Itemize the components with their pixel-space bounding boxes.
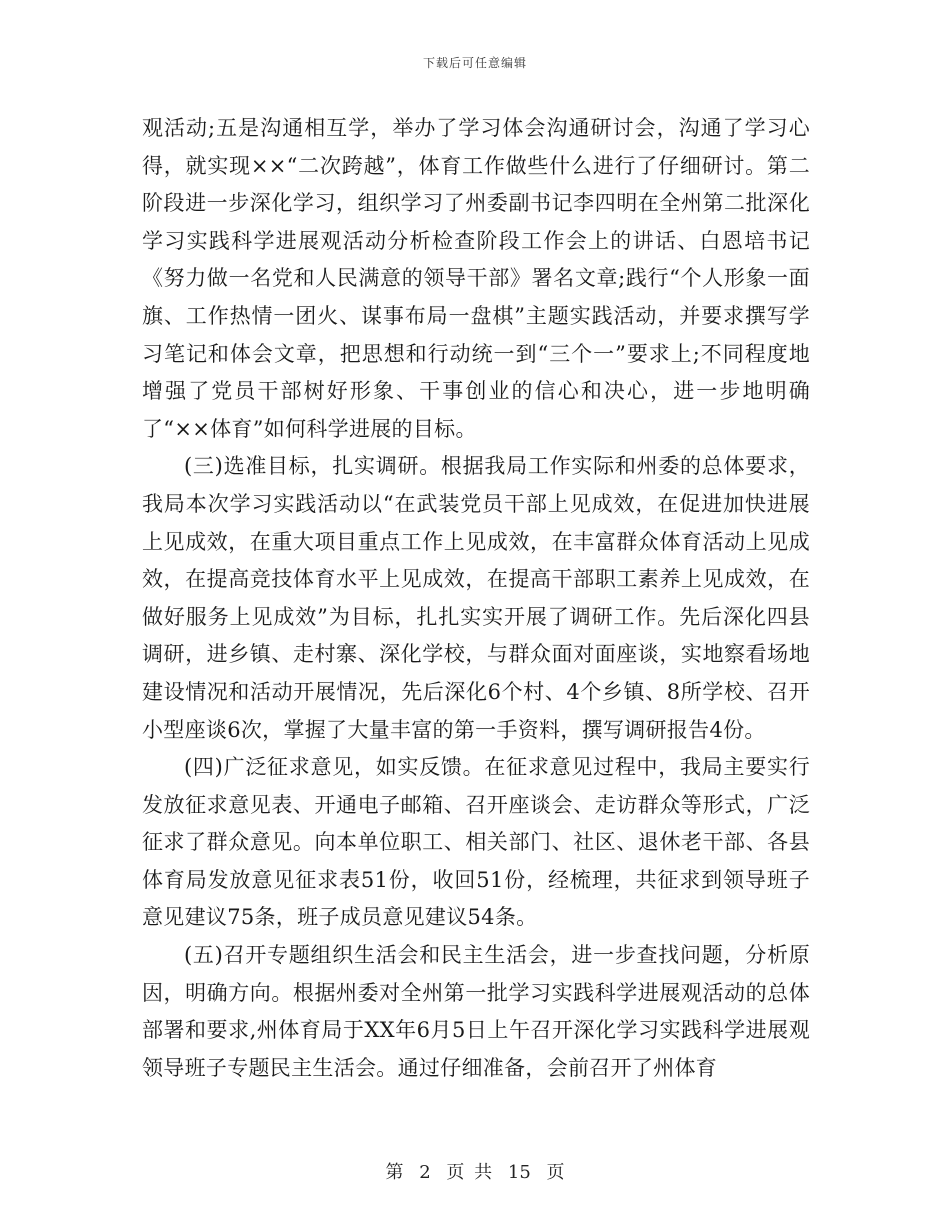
footer-prefix: 第 <box>385 1162 404 1183</box>
page-footer <box>0 1158 950 1184</box>
paragraph-section-5: (五)召开专题组织生活会和民主生活会，进一步查找问题，分析原因，明确方向。根据州委对全州第一批学习实践科学进展观活动的总体部署和要求,州体育局于XX年6月5日上午召开深化学习实践科学进展观领导班子专题民主生活会。通过仔细准备，会前召开了州体育 <box>142 943 810 1080</box>
footer-current-page: 2 <box>419 1162 431 1183</box>
footer-total-pages: 15 <box>507 1162 531 1183</box>
document-body <box>142 110 810 1087</box>
paragraph-section-4: (四)广泛征求意见，如实反馈。在征求意见过程中，我局主要实行发放征求意见表、开通电子邮箱、召开座谈会、走访群众等形式，广泛征求了群众意见。向本单位职工、相关部门、社区、退休老干部、各县体育局发放意见征求表51份，收回51份，经梳理，共征求到领导班子意见建议75条，班子成员意见建议54条。 <box>142 755 810 930</box>
paragraph-section-3: (三)选准目标，扎实调研。根据我局工作实际和州委的总体要求，我局本次学习实践活动以“在武装党员干部上见成效，在促进加快进展上见成效，在重大项目重点工作上见成效，在丰富群众体育活动上见成效，在提高竞技体育水平上见成效，在提高干部职工素养上见成效，在做好服务上见成效”为目标，扎扎实实开展了调研工作。先后深化四县调研，进乡镇、走村寨、深化学校，与群众面对面座谈，实地察看场地建设情况和活动开展情况，先后深化6个村、4个乡镇、8所学校、召开小型座谈6次，掌握了大量丰富的第一手资料，撰写调研报告4份。 <box>142 454 810 742</box>
footer-suffix: 页 <box>546 1162 565 1183</box>
header-note: 下载后可任意编辑 <box>422 56 527 70</box>
paragraph-continuation: 观活动;五是沟通相互学，举办了学习体会沟通研讨会，沟通了学习心得，就实现××“二次跨越”，体育工作做些什么进行了仔细研讨。第二阶段进一步深化学习，组织学习了州委副书记李四明在全州第二批深化学习实践科学进展观活动分析检查阶段工作会上的讲话、白恩培书记《努力做一名党和人民满意的领导干部》署名文章;践行“个人形象一面旗、工作热情一团火、谋事布局一盘棋”主题实践活动，并要求撰写学习笔记和体会文章，把思想和行动统一到“三个一”要求上;不同程度地增强了党员干部树好形象、干事创业的信心和决心，进一步地明确了“××体育”如何科学进展的目标。 <box>142 116 810 441</box>
footer-mid: 页 共 <box>446 1162 493 1183</box>
